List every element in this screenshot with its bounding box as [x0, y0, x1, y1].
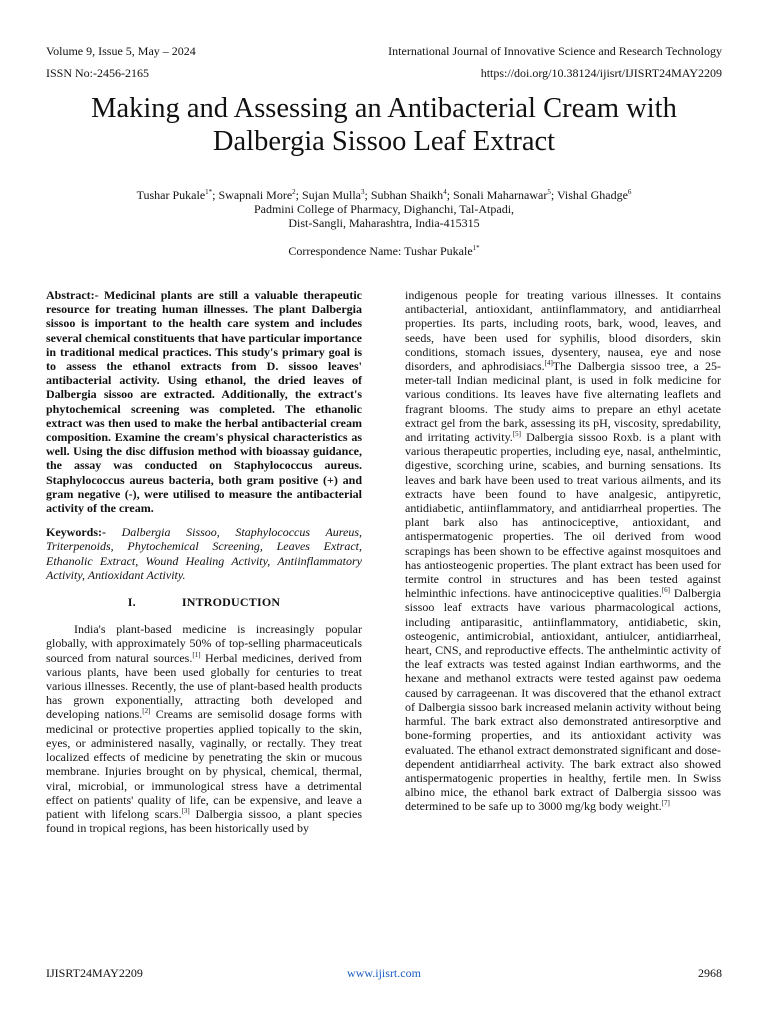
author-affiliation-mark: 2 — [292, 188, 296, 196]
author-list: Tushar Pukale$^{1*}$; Swapnali More$^2$; Sujan Mulla$^3$; Subhan Shaikh$^4$; Sonali Maharnawar$^5$; Vishal Ghadge$^6$ — [136, 188, 632, 202]
keywords-label: Keywords:- — [46, 525, 106, 540]
author-name: Tushar Pukale — [136, 188, 206, 202]
citation[interactable]: [1] — [192, 650, 201, 659]
affiliation-line-2: Dist-Sangli, Maharashtra, India-415315 — [288, 216, 480, 230]
correspondence-name: Correspondence Name: Tushar Pukale — [288, 244, 473, 258]
author-name: Vishal Ghadge — [556, 188, 628, 202]
left-column — [46, 288, 362, 835]
citation[interactable]: [2] — [142, 707, 151, 716]
page-number: 2968 — [698, 966, 722, 980]
author-name: Swapnali More — [218, 188, 293, 202]
intro-paragraph-right — [405, 288, 721, 814]
intro-paragraph-left — [46, 622, 362, 835]
correspondence — [40, 244, 728, 258]
keywords-list: Dalbergia Sissoo, Staphylococcus Aureus, Triterpenoids, Phytochemical Screening, Leaves Extract, Ethanolic Extract, Wound Healing Activity, Antiinflammatory Activity, Antioxidant Activity. — [46, 525, 362, 582]
paper-title — [40, 92, 728, 158]
correspondence-mark: 1* — [472, 244, 480, 252]
article-id: IJISRT24MAY2209 — [46, 966, 143, 980]
right-column — [405, 288, 721, 814]
author-affiliation-mark: 6 — [627, 188, 632, 196]
author-name: Subhan Shaikh — [370, 188, 444, 202]
journal-website-link[interactable]: www.ijisrt.com — [347, 966, 421, 980]
volume-issue: Volume 9, Issue 5, May – 2024 — [46, 44, 196, 58]
body-text: Dalbergia sissoo leaf extracts have various pharmacological actions, including antiparasitic, antiinflammatory, antidiabetic, skin, osteogenic, antimicrobial, antioxidant, antiulcer, antidiarrheal, heart, CNS, and reproductive effects. The anthelmintic activity of the leaf extracts was tested against Indian earthworms, and the hexane and methanol extracts were tested against paw oedema caused by carrageenan. It was discovered that the ethanol extract of Dalbergia sissoo bark increased melanin activity without being harmful. The bark extract also demonstrated antiresorptive and bone-forming properties, and its antioxidant activity was evaluated. The ethanol extract demonstrated significant and dose-dependent antidiarrheal activity. The bark extract also showed antispermatogenic properties in healthy, fertile men. In Swiss albino mice, the ethanol bark extract of Dalbergia sissoo was determined to be safe up to 3000 mg/kg body weight. — [405, 586, 722, 814]
citation[interactable]: [7] — [661, 799, 670, 808]
citation[interactable]: [6] — [661, 586, 671, 595]
author-name: Sujan Mulla — [302, 188, 361, 202]
author-affiliation-mark: 4 — [443, 188, 447, 196]
paper-title-line-2: Dalbergia Sissoo Leaf Extract — [212, 126, 556, 157]
affiliation-line-1: Padmini College of Pharmacy, Dighanchi, Tal-Atpadi, — [253, 202, 515, 216]
section-heading — [46, 595, 362, 609]
author-name: Sonali Maharnawar — [453, 188, 548, 202]
body-text: Creams are semisolid dosage forms with medicinal or protective properties applied topically to the skin, eyes, or administered nasally, vaginally, or rectally. They treat localized effects of medicine by penetrating the skin or mucous membrane. Injuries brought on by physical, chemical, thermal, viral, microbial, or immunological stress have a detrimental effect on patients' quality of life, can be expensive, and leave a patient with lifelong scars. — [46, 707, 363, 821]
keywords — [46, 525, 362, 582]
citation[interactable]: [4] — [544, 359, 553, 368]
abstract: Abstract:- Medicinal plants are still a valuable therapeutic resource for treating human illnesses. The plant Dalbergia sissoo is important to the health care system and includes several chemical constituents that have particular importance in traditional medical practices. This study's primary goal is to assess the ethanol extracts from D. sissoo leaves' antibacterial activity. Using ethanol, the dried leaves of Dalbergia sissoo are extracted. Additionally, the extract's phytochemical screening was completed. The ethanolic extract was then used to make the herbal antibacterial cream composition. Examine the cream's physical characteristics as well. Using the disc diffusion method with bioassay guidance, the assay was conducted on Staphylococcus aureus. Staphylococcus aureus bacteria, both gram positive (+) and gram negative (-), were utilised to measure the antibacterial activity of the cream. — [46, 288, 362, 516]
paper-title-line-1: Making and Assessing an Antibacterial Cream with — [91, 93, 677, 124]
author-block — [40, 188, 728, 230]
issn: ISSN No:-2456-2165 — [46, 66, 150, 80]
citation[interactable]: [5] — [512, 430, 521, 439]
author-affiliation-mark: 5 — [547, 188, 551, 196]
body-text: Dalbergia sissoo, a plant species found in tropical regions, has been historically used by — [46, 806, 362, 836]
citation[interactable]: [3] — [181, 806, 190, 815]
doi-link[interactable]: https://doi.org/10.38124/ijisrt/IJISRT24MAY2209 — [480, 66, 722, 80]
body-text: indigenous people for treating various illnesses. It contains antibacterial, antioxidant, antiinflammatory, and antidiarrheal properties. Its parts, including roots, bark, wood, leaves, and seeds, have been used for syphilis, blood disorders, skin conditions, stomach issues, dysentery, nausea, eye and nose disorders, and aphrodisiacs. — [405, 288, 721, 374]
section-title: INTRODUCTION — [181, 595, 281, 610]
author-affiliation-mark: 1* — [205, 188, 213, 196]
body-text: Dalbergia sissoo Roxb. is a plant with various therapeutic properties, including eye, nasal, anthelmintic, digestive, scorching urine, scabies, and burning sensations. Its leaves and bark have been used to treat various ailments, and its extracts have been found to have analgesic, antipyretic, antidiabetic, antiinflammatory, and antidiarrheal properties. The plant bark also has antinociceptive, antioxidant, and antispermatogenic properties. The oil derived from wood scrapings has been shown to be effective against mosquitoes and has antiosteogenic properties. The plant extract has been used for termite control in structures and has been tested against helminthic infections. have antinociceptive qualities. — [405, 430, 721, 601]
journal-name: International Journal of Innovative Science and Research Technology — [388, 44, 722, 58]
body-text: India's plant-based medicine is increasingly popular globally, with approximately 50% of top-selling pharmaceuticals sourced from natural sources. — [46, 622, 362, 665]
body-text: Herbal medicines, derived from various plants, have been used globally for centuries to treat various illnesses. Recently, the use of plant-based health products has grown exponentially, attracting both developed and developing nations. — [46, 650, 363, 722]
body-text: The Dalbergia sissoo tree, a 25-meter-tall Indian medicinal plant, is used in folk medicine for various conditions. Its leaves have five alternating leaflets and fragrant blooms. The study aims to prepare an ethyl acetate extract gel from the bark, assessing its pH, viscosity, spredability, and irritating activity. — [405, 359, 721, 445]
section-number: I. — [127, 595, 136, 610]
author-affiliation-mark: 3 — [361, 188, 365, 196]
